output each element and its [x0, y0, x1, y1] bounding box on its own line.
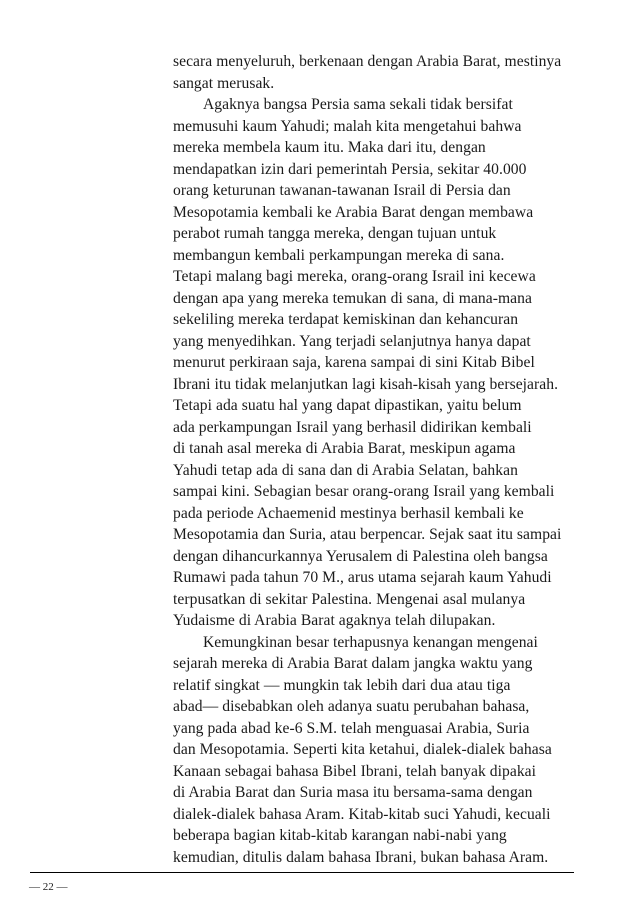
- text-line: Yudaisme di Arabia Barat agaknya telah dilupakan.: [173, 612, 496, 629]
- text-line: mendapatkan izin dari pemerintah Persia, sekitar 40.000: [173, 160, 527, 178]
- text-line: abad— disebabkan oleh adanya suatu perubahan bahasa,: [173, 698, 530, 715]
- text-line: dialek-dialek bahasa Aram. Kitab-kitab suci Yahudi, kecuali: [173, 805, 551, 823]
- text-line: dan Mesopotamia. Seperti kita ketahui, dialek-dialek bahasa: [173, 741, 552, 758]
- page-number: — 22 —: [29, 881, 68, 893]
- text-line: Tetapi malang bagi mereka, orang-orang Israil ini kecewa: [173, 268, 536, 285]
- text-line: Mesopotamia kembali ke Arabia Barat dengan membawa: [173, 203, 534, 221]
- text-line: di Arabia Barat dan Suria masa itu bersama-sama dengan: [173, 784, 533, 801]
- text-line: sampai kini. Sebagian besar orang-orang Israil yang kembali: [173, 483, 555, 500]
- text-line: di tanah asal mereka di Arabia Barat, meskipun agama: [173, 440, 516, 457]
- text-line: secara menyeluruh, berkenaan dengan Arabia Barat, mestinya: [173, 53, 562, 70]
- text-line: sangat merusak.: [173, 74, 275, 92]
- text-line: sejarah mereka di Arabia Barat dalam jangka waktu yang: [173, 655, 533, 672]
- text-line: pada periode Achaemenid mestinya berhasil kembali ke: [173, 504, 524, 522]
- text-line: relatif singkat — mungkin tak lebih dari dua atau tiga: [173, 676, 511, 694]
- text-line: menurut perkiraan saja, karena sampai di sini Kitab Bibel: [173, 354, 535, 371]
- text-line: Ibrani itu tidak melanjutkan lagi kisah-kisah yang bersejarah.: [173, 375, 559, 393]
- text-line: Rumawi pada tahun 70 M., arus utama sejarah kaum Yahudi: [173, 569, 552, 586]
- text-line: dengan dihancurkannya Yerusalem di Palestina oleh bangsa: [173, 547, 548, 565]
- text-line: mereka membela kaum itu. Maka dari itu, dengan: [173, 139, 486, 156]
- text-line: Kanaan sebagai bahasa Bibel Ibrani, telah banyak dipakai: [173, 762, 537, 780]
- text-line: membangun kembali perkampungan mereka di sana.: [173, 246, 505, 264]
- text-line: Kemungkinan besar terhapusnya kenangan mengenai: [203, 633, 538, 651]
- text-line: Tetapi ada suatu hal yang dapat dipastikan, yaitu belum: [173, 397, 522, 414]
- text-line: Agaknya bangsa Persia sama sekali tidak bersifat: [203, 96, 513, 113]
- text-line: kemudian, ditulis dalam bahasa Ibrani, bukan bahasa Aram.: [173, 848, 549, 866]
- text-line: Mesopotamia dan Suria, atau berpencar. Sejak saat itu sampai: [173, 526, 562, 543]
- text-line: perabot rumah tangga mereka, dengan tujuan untuk: [173, 225, 497, 242]
- text-line: yang menyedihkan. Yang terjadi selanjutnya hanya dapat: [173, 332, 531, 350]
- text-line: dengan apa yang mereka temukan di sana, di mana-mana: [173, 289, 532, 307]
- text-line: Yahudi tetap ada di sana dan di Arabia Selatan, bahkan: [173, 461, 518, 479]
- text-line: orang keturunan tawanan-tawanan Israil di Persia dan: [173, 182, 511, 199]
- text-line: ada perkampungan Israil yang berhasil didirikan kembali: [173, 418, 532, 436]
- text-line: terpusatkan di sekitar Palestina. Mengenai asal mulanya: [173, 590, 526, 608]
- footer-rule: [30, 872, 574, 873]
- text-line: memusuhi kaum Yahudi; malah kita mengetahui bahwa: [173, 117, 522, 135]
- text-line: yang pada abad ke-6 S.M. telah menguasai Arabia, Suria: [173, 719, 530, 737]
- text-line: sekeliling mereka terdapat kemiskinan dan kehancuran: [173, 311, 519, 328]
- text-line: beberapa bagian kitab-kitab karangan nabi-nabi yang: [173, 827, 507, 844]
- body-text: [173, 51, 583, 868]
